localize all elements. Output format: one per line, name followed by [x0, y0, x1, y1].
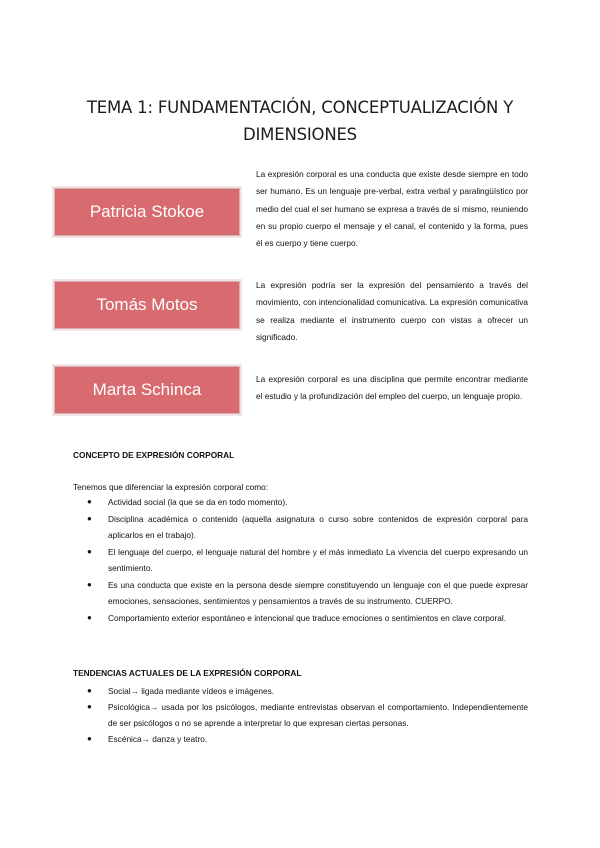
- list-item: ● Disciplina académica o contenido (aquella asignatura o curso sobre contenidos de expresión corporal para aplicarlos en el trabajo).: [73, 511, 528, 543]
- bullet-icon: ●: [87, 580, 92, 589]
- bullet-icon: ●: [87, 497, 92, 506]
- list-item: ● Es una conducta que existe en la persona desde siempre constituyendo un lenguaje con el que puede expresar emociones, sensaciones, sentimientos y pensamientos a través de su instrumento. CUERPO.: [73, 577, 528, 609]
- concepto-intro: Tenemos que diferenciar la expresión corporal como:: [73, 482, 269, 492]
- bullet-icon: ●: [87, 613, 92, 622]
- author-name: Marta Schinca: [92, 380, 202, 399]
- page-title: [60, 94, 540, 148]
- author-definition-schinca: La expresión corporal es una disciplina que permite encontrar mediante el estudio y la profundización del empleo del cuerpo, un lenguaje propio.: [256, 374, 528, 402]
- bullet-icon: ●: [87, 702, 92, 711]
- title-line-2: DIMENSIONES: [243, 125, 357, 144]
- author-box-stokoe: [54, 188, 240, 236]
- list-item: ● El lenguaje del cuerpo, el lenguaje natural del hombre y el más inmediato La vivencia del cuerpo expresando un sentimiento.: [73, 544, 528, 576]
- list-item: ● Actividad social (la que se da en todo momento).: [73, 494, 528, 510]
- list-item: ● Escénica→ danza y teatro.: [73, 731, 528, 747]
- list-item: ● Comportamiento exterior espontáneo e intencional que traduce emociones o sentimientos en clave corporal.: [73, 610, 528, 626]
- concepto-list: [73, 494, 528, 627]
- section-heading-tendencias: TENDENCIAS ACTUALES DE LA EXPRESIÓN CORPORAL: [73, 668, 302, 678]
- author-definition-stokoe: La expresión corporal es una conducta que existe desde siempre en todo ser humano. Es un lenguaje pre-verbal, extra verbal y paralingüístico por medio del cual el ser humano se expresa a través de sí mismo, reuniendo en su propio cuerpo el mensaje y el canal, el contenido y la forma, pues él es cuerpo y tiene cuerpo.: [256, 169, 528, 249]
- list-item: ● Psicológica→ usada por los psicólogos, mediante entrevistas observan el comportamiento. Independientemente de ser psicólogos o no se aprende a interpretar lo que expresan ciertas personas.: [73, 699, 528, 731]
- author-box-motos: [54, 281, 240, 329]
- bullet-icon: ●: [87, 514, 92, 523]
- list-item: ● Social→ ligada mediante vídeos e imágenes.: [73, 683, 528, 699]
- author-name: Patricia Stokoe: [89, 202, 205, 221]
- author-name: Tomás Motos: [96, 295, 198, 314]
- bullet-icon: ●: [87, 734, 92, 743]
- author-definition-motos: La expresión podría ser la expresión del pensamiento a través del movimiento, con intencionalidad comunicativa. La expresión comunicativa se realiza mediante el instrumento cuerpo con vistas a ofrecer un significado.: [256, 280, 528, 342]
- section-heading-concepto: CONCEPTO DE EXPRESIÓN CORPORAL: [73, 450, 235, 460]
- bullet-icon: ●: [87, 686, 92, 695]
- author-box-schinca: [54, 366, 240, 414]
- tendencias-list: [73, 683, 528, 747]
- title-line-1: TEMA 1: FUNDAMENTACIÓN, CONCEPTUALIZACIÓN Y: [86, 98, 514, 117]
- bullet-icon: ●: [87, 547, 92, 556]
